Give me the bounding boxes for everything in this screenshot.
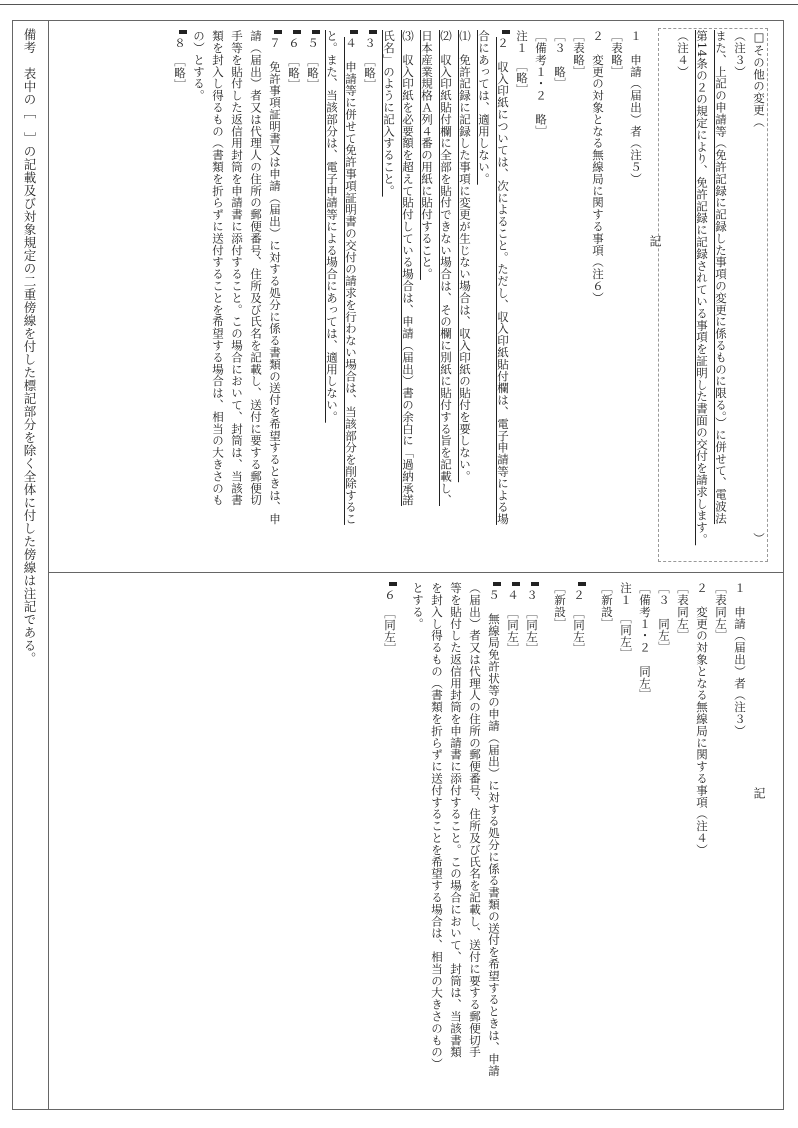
note-5: ５ ［略］ (306, 37, 320, 91)
bikou-line: ［備考１・２ 同左］ (638, 582, 652, 701)
top-rule (0, 4, 798, 5)
bikou-line: ［備考１・２ 略］ (534, 30, 548, 138)
note-4: ４ 申請等に併せて免許事項証明書の交付の請求を行わない場合は、当該部分を削除するこ (344, 37, 358, 525)
note-5-cont: 等を貼付した返信用封筒を申請書に添付すること。この場合において、封筒は、当該書類 (449, 582, 463, 1058)
item-1-table: ［表同左］ (714, 582, 728, 642)
note-2-sub-3-cont: 氏名」のように記入すること。 (382, 30, 396, 197)
box-line: （注３） (733, 30, 747, 78)
change-bar (350, 30, 358, 34)
note-5: ５ 無線局免許状等の申請（届出）に対する処分に係る書類の送付を希望するときは、申請 (487, 589, 501, 1077)
note-2: ２ 収入印紙については、次によること。ただし、収入印紙貼付欄は、電子申請等による場 (496, 37, 510, 525)
ki-heading: 記 (648, 235, 662, 248)
change-bar (512, 582, 520, 586)
note-2-cont: 合にあっては、適用しない。 (477, 30, 491, 185)
note-3: ３ ［同左］ (525, 589, 539, 655)
item-1: １ 申請（届出）者（注３） (733, 582, 747, 737)
note-7-cont: 手等を貼付した返信用封筒を申請書に添付すること。この場合において、封筒は、当該書 (230, 30, 244, 506)
note-1: 注１ ［略］ (515, 30, 529, 96)
note-4-cont: と。また、当該部分は、電子申請等による場合にあっては、適用しない。 (325, 30, 339, 423)
note-1: 注１ ［同左］ (619, 582, 633, 660)
note-7-cont: 請（届出）者又は代理人の住所の郵便番号、住所及び氏名を記載し、送付に要する郵便切 (249, 30, 263, 506)
item-1: １ 申請（届出）者（注５） (629, 30, 643, 185)
new-section: ［新設］ (600, 582, 614, 630)
note-3: ３ ［略］ (363, 37, 377, 91)
change-bar (293, 30, 301, 34)
change-bar (369, 30, 377, 34)
note-5-cont: とする。 (411, 582, 425, 630)
change-bar (179, 30, 187, 34)
note-2-sub-1: ⑴ 免許記録に記録した事項に変更が生じない場合は、収入印紙の貼付を要しない。 (458, 30, 472, 483)
current-text-panel (56, 582, 768, 1102)
change-bar (502, 30, 510, 34)
note-2-sub-2: ⑵ 収入印紙貼付欄に全部を貼付できない場合は、その欄に別紙に貼付する旨を記載し、 (439, 30, 453, 506)
box-line: また、上記の申請等（免許記録に記録した事項の変更に係るものに限る。）に併せて、電波法 (714, 30, 728, 525)
item-1-table: ［表略］ (610, 30, 624, 78)
note-5-cont: を封入し得るもの（書類を折らずに送付することを希望する場合は、相当の大きさのもの） (430, 582, 444, 1070)
box-line: （注４） (676, 30, 690, 78)
note-2-sub-3: ⑶ 収入印紙を必要額を超えて貼付している場合は、申請（届出）書の余白に「過納承諾 (401, 30, 415, 506)
note-8: ８ ［略］ (173, 37, 187, 91)
change-bar (493, 582, 501, 586)
note-7-cont: の）とする。 (192, 30, 206, 102)
revised-text-panel (56, 30, 768, 565)
change-bar (274, 30, 282, 34)
new-section: ［新設］ (553, 582, 567, 630)
remarks-divider (48, 20, 49, 1110)
item-2: ２ 変更の対象となる無線局に関する事項（注６） (591, 30, 605, 304)
item-2-table: ［表同左］ (676, 582, 690, 642)
box-line: 第14条の２の規定により、免許記録に記録されている事項を証明した書面の交付を請求します。 (695, 30, 709, 546)
note-2-sub-2-cont: 日本産業規格Ａ列４番の用紙に貼付すること。 (420, 30, 434, 280)
note-7-cont: 類を封入し得るもの（書類を折らずに送付することを希望する場合は、相当の大きさのも (211, 30, 225, 506)
item-2: ２ 変更の対象となる無線局に関する事項（注４） (695, 582, 709, 856)
remarks-note: 備考 表中の［ ］の記載及び対象規定の二重傍線を付した標記部分を除く全体に付した傍線は注記である。 (22, 28, 37, 665)
note-2: ２ ［同左］ (572, 589, 586, 655)
item-2-table: ［表略］ (572, 30, 586, 78)
table-divider (48, 572, 784, 573)
change-bar (531, 582, 539, 586)
note-7: ７ 免許事項証明書又は申請（届出）に対する処分に係る書類の送付を希望するときは、申 (268, 37, 282, 525)
note-5-cont: （届出）者又は代理人の住所の郵便番号、住所及び氏名を記載し、送付に要する郵便切手 (468, 582, 482, 1058)
note-6: ６ ［同左］ (383, 589, 397, 655)
note-6: ６ ［略］ (287, 37, 301, 91)
box-line: □その他の変更（ ） (752, 30, 766, 545)
item-3: ［３ 略］ (553, 30, 567, 90)
note-4: ４ ［同左］ (506, 589, 520, 655)
change-bar (389, 582, 397, 586)
change-bar (312, 30, 320, 34)
item-3: ［３ 同左］ (657, 582, 671, 654)
change-bar (578, 582, 586, 586)
ki-heading: 記 (752, 787, 766, 800)
